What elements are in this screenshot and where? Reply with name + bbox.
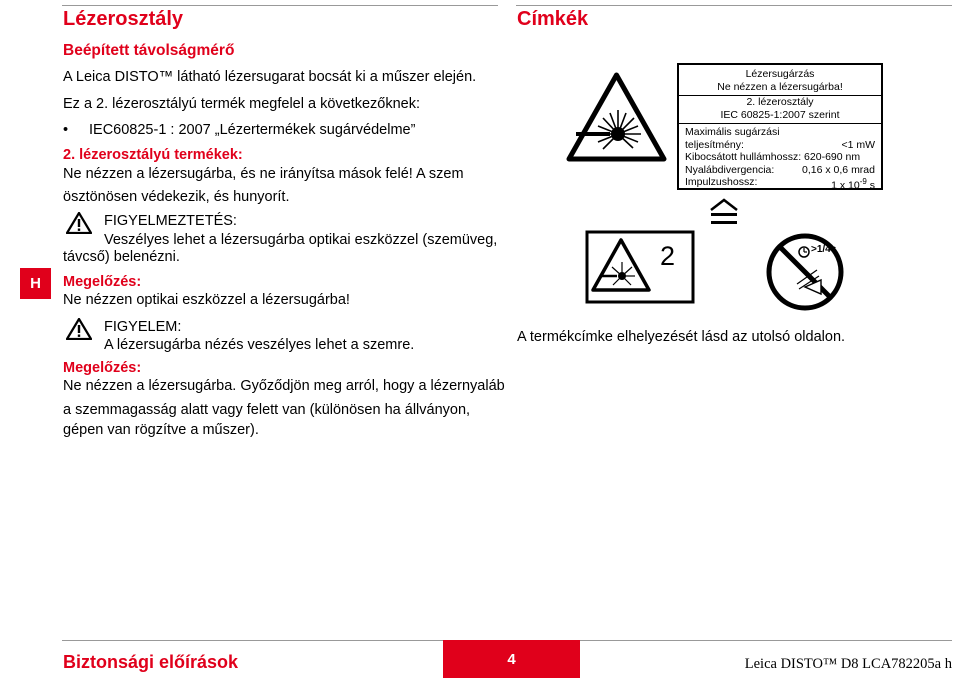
label-key: Impulzushossz: [685, 176, 758, 188]
label-line: Ne nézzen a lézersugárba! [717, 80, 843, 93]
label-note: A termékcímke elhelyezését lásd az utolsó oldalon. [517, 329, 846, 345]
subheading: Beépített távolságmérő [63, 42, 235, 59]
warning-icon [66, 318, 92, 340]
laser-class-sign [585, 230, 695, 304]
label-line: IEC 60825-1:2007 szerint [720, 108, 840, 121]
warning-title: FIGYELEM: [104, 319, 182, 335]
label-line: Kibocsátott hullámhossz: 620-690 nm [685, 151, 861, 163]
label-key: Nyalábdivergencia: [685, 163, 775, 176]
top-rule-right [516, 5, 952, 6]
warning-title: FIGYELMEZTETÉS: [104, 213, 237, 229]
warning-text: távcső) belenézni. [63, 249, 180, 265]
prevention-text: gépen van rögzítve a műszer). [63, 422, 259, 438]
section-heading: Lézerosztály [63, 8, 184, 30]
footer-rule-left [62, 640, 443, 641]
product-label [677, 63, 883, 190]
bullet-dot: • [63, 122, 69, 138]
warning-text: A lézersugárba nézés veszélyes lehet a szemre. [104, 337, 415, 353]
time-label: >1/4s [811, 244, 837, 255]
laser-aperture-icon [708, 197, 740, 229]
label-line: Lézersugárzás [745, 68, 815, 80]
label-line: Maximális sugárzási [685, 126, 780, 138]
paragraph-line: A Leica DISTO™ látható lézersugarat bocsát ki a műszer elején. [63, 69, 477, 85]
label-row [679, 164, 881, 177]
label-key: teljesítmény: [685, 138, 744, 151]
label-row [679, 176, 881, 192]
bullet-item [63, 118, 415, 142]
class2-title: 2. lézerosztályú termékek: [63, 147, 243, 163]
pulse-unit: s [869, 179, 875, 192]
warning-icon [66, 212, 92, 234]
prevention-text: Ne nézzen a lézersugárba. Győződjön meg arról, hogy a lézernyaláb [63, 378, 505, 394]
pulse-exponent: -9 [859, 177, 867, 186]
footer-doc-id: Leica DISTO™ D8 LCA782205a h [744, 656, 952, 672]
top-rule-left [62, 5, 498, 6]
footer-section-title: Biztonsági előírások [63, 652, 239, 672]
pulse-value: 1 x 10 [831, 179, 860, 192]
class-number: 2 [660, 241, 676, 271]
prevention-text: Ne nézzen optikai eszközzel a lézersugárba! [63, 292, 350, 308]
laser-hazard-icon [566, 72, 667, 162]
section-tab: H [20, 268, 51, 299]
label-value [831, 176, 875, 192]
prevention-title: Megelőzés: [63, 274, 142, 290]
prevention-text: a szemmagasság alatt vagy felett van (különösen ha állványon, [63, 402, 471, 418]
page-number: 4 [443, 640, 580, 678]
label-value: <1 mW [841, 138, 875, 151]
paragraph-line: ösztönösen védekezik, és hunyorít. [63, 189, 290, 205]
labels-heading: Címkék [517, 8, 589, 30]
label-line: 2. lézerosztály [746, 96, 814, 108]
bullet-text: IEC60825-1 : 2007 „Lézertermékek sugárvédelme” [89, 122, 416, 138]
warning-text: Veszélyes lehet a lézersugárba optikai eszközzel (szemüveg, [104, 232, 498, 248]
label-value: 0,16 x 0,6 mrad [802, 163, 875, 176]
paragraph-line: Ez a 2. lézerosztályú termék megfelel a következőknek: [63, 96, 421, 112]
paragraph-line: Ne nézzen a lézersugárba, és ne irányítsa mások felé! A szem [63, 166, 464, 182]
label-row [679, 139, 881, 152]
prevention-title: Megelőzés: [63, 360, 142, 376]
footer-rule-right [580, 640, 952, 641]
